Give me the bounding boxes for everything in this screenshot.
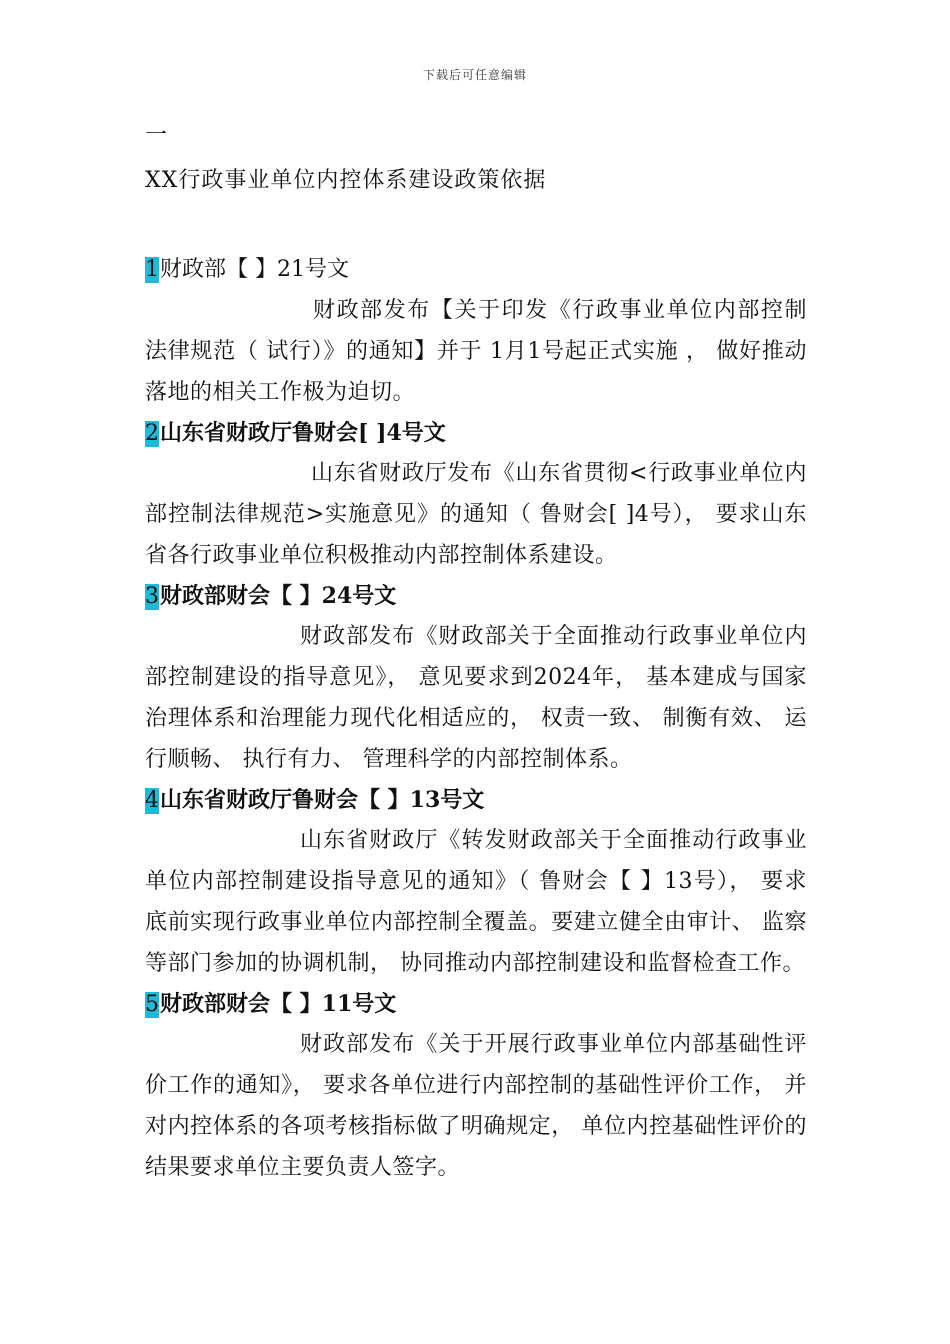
section-number: 3: [145, 584, 159, 609]
section-number: 4: [145, 788, 159, 813]
section-heading-text: 财政部财会【 】24号文: [160, 583, 397, 609]
section-heading-text: 财政部财会【 】11号文: [160, 991, 397, 1017]
section-number: 1: [145, 257, 159, 282]
document-body: [145, 250, 807, 1188]
section-heading: [145, 780, 807, 820]
section-heading: [145, 250, 807, 290]
section-heading: [145, 413, 807, 453]
section-dash: 一: [145, 123, 168, 148]
section-paragraph: 财政部发布【关于印发《行政事业单位内部控制法律规范（ 试行）》的通知】并于 1月1号起正式实施 ， 做好推动落地的相关工作极为迫切。: [145, 298, 807, 405]
section-heading-text: 山东省财政厅鲁财会【 】13号文: [160, 787, 485, 813]
section-paragraph: 财政部发布《财政部关于全面推动行政事业单位内部控制建设的指导意见》， 意见要求到2024年， 基本建成与国家治理体系和治理能力现代化相适应的， 权责一致、 制衡有效、 运行顺畅、 执行有力、 管理科学的内部控制体系。: [145, 624, 807, 772]
document-title: XX行政事业单位内控体系建设政策依据: [145, 168, 547, 193]
section-number: 2: [145, 421, 159, 446]
section-paragraph: 山东省财政厅发布《山东省贯彻<行政事业单位内部控制法律规范>实施意见》的通知（ 鲁财会[ ]4号）， 要求山东省各行政事业单位积极推动内部控制体系建设。: [145, 461, 807, 568]
section-paragraph: 山东省财政厅《转发财政部关于全面推动行政事业单位内部控制建设指导意见的通知》（ 鲁财会【 】13号）， 要求 底前实现行政事业单位内部控制全覆盖。要建立健全由审计、 监察等部门参加的协调机制， 协同推动内部控制建设和监督检查工作。: [145, 828, 807, 976]
section-heading: [145, 984, 807, 1024]
section-heading-text: 财政部【 】21号文: [160, 257, 349, 282]
section-number: 5: [145, 992, 159, 1017]
section-paragraph: 财政部发布《关于开展行政事业单位内部基础性评价工作的通知》， 要求各单位进行内部控制的基础性评价工作， 并对内控体系的各项考核指标做了明确规定， 单位内控基础性评价的结果要求单位主要负责人签字。: [145, 1032, 807, 1180]
section-heading-text: 山东省财政厅鲁财会[ ]4号文: [160, 420, 446, 446]
section-heading: [145, 576, 807, 616]
page-header-note: 下载后可任意编辑: [422, 68, 527, 82]
